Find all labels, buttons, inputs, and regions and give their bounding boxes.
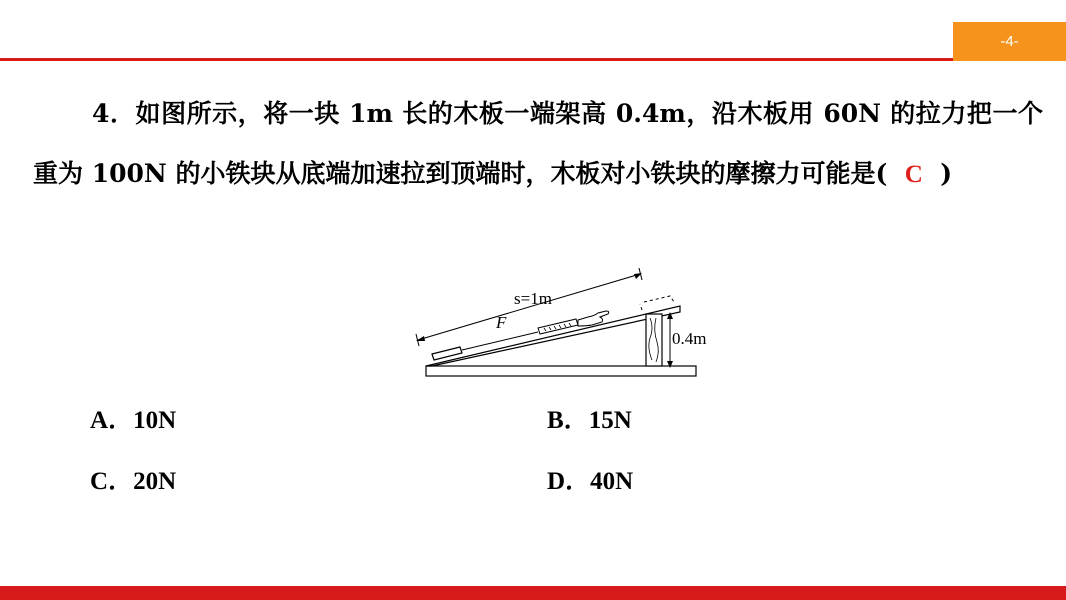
option-c-text: 20N	[133, 468, 177, 495]
option-b: B．15N	[547, 407, 632, 434]
support-block	[646, 314, 662, 366]
question-text	[33, 84, 1043, 205]
option-b-text: 15N	[588, 407, 632, 434]
header-divider	[0, 58, 1066, 61]
answer-letter: C	[904, 161, 923, 188]
page-number-badge: -4-	[953, 22, 1066, 61]
question-number: 4	[92, 99, 110, 128]
footer-bar	[0, 586, 1066, 600]
option-d-letter: D	[547, 468, 566, 495]
question-close-paren: )	[940, 159, 953, 188]
option-a: A．10N	[90, 407, 177, 434]
option-d: D．40N	[547, 468, 634, 495]
option-d-text: 40N	[590, 468, 634, 495]
incline-figure	[410, 262, 730, 384]
distance-label: s=1m	[514, 289, 552, 308]
option-c-letter: C	[90, 468, 109, 495]
inclined-board	[426, 306, 680, 366]
force-label: F	[496, 313, 507, 332]
option-b-letter: B	[547, 407, 564, 434]
option-a-letter: A	[90, 407, 109, 434]
question-stem: 如图所示，将一块 1m 长的木板一端架高 0.4m，沿木板用 60N 的拉力把一个重为 100N 的小铁块从底端加速拉到顶端时，木板对小铁块的摩擦力可能是(	[33, 99, 1043, 188]
top-dashed-outline	[640, 296, 674, 310]
ground-base	[426, 366, 696, 376]
question-number-separator: ．	[109, 99, 136, 128]
rope	[462, 332, 538, 350]
height-label: 0.4m	[672, 329, 707, 348]
option-a-text: 10N	[133, 407, 177, 434]
option-c: C．20N	[90, 468, 177, 495]
